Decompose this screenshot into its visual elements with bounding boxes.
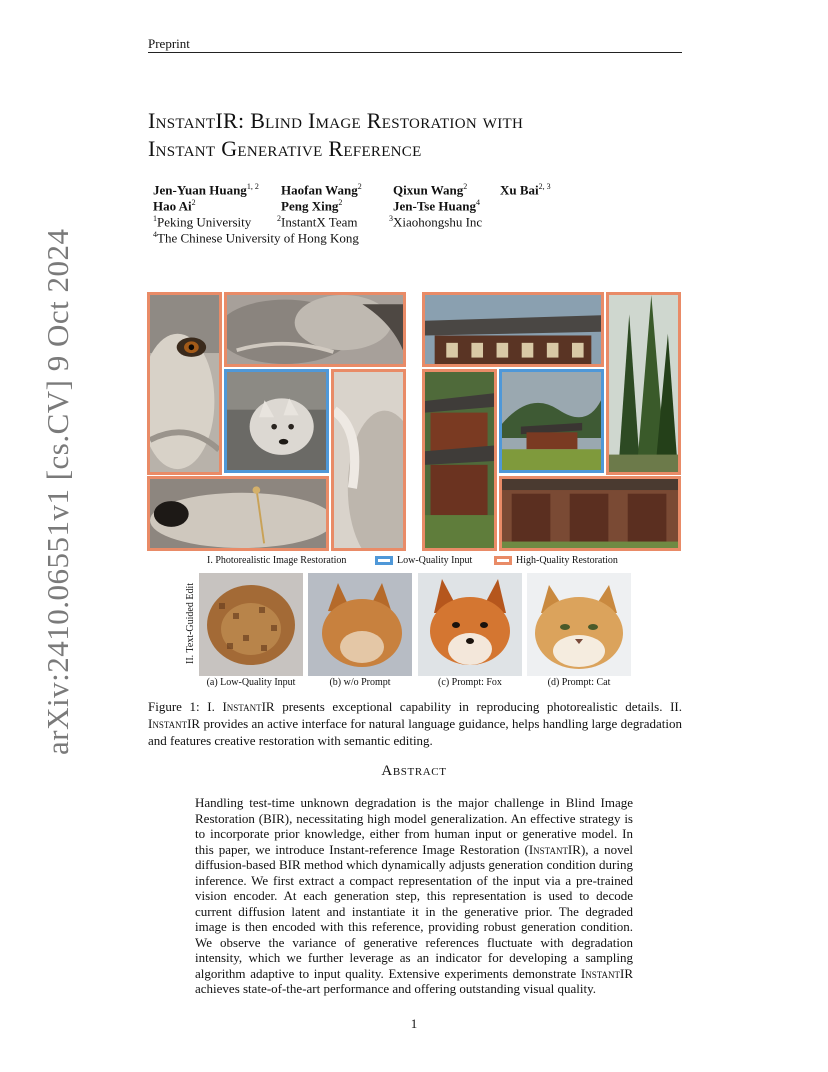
legend-hq-swatch — [494, 556, 512, 565]
legend-high-quality: High-Quality Restoration — [494, 555, 618, 566]
header-rule — [148, 52, 682, 53]
abstract-heading: Abstract — [381, 763, 447, 779]
wolf-fur-tile — [224, 292, 406, 367]
title-line-2: Instant Generative Reference — [148, 136, 422, 161]
part2-label: II. Text-Guided Edit — [185, 582, 196, 664]
author-6: Peng Xing$^2$ — [281, 198, 343, 214]
affiliation-1: $^1$Peking University — [153, 214, 252, 230]
arxiv-stamp: arXiv:2410.06551v1 [cs.CV] 9 Oct 2024 — [40, 228, 75, 755]
paper-title — [148, 107, 708, 163]
wolf-lq-tile — [224, 369, 329, 473]
subcaption-c: (c) Prompt: Fox — [438, 677, 502, 688]
fox-low-quality-image — [199, 573, 303, 676]
title-line-1: InstantIR: Blind Image Restoration with — [148, 108, 524, 133]
pagoda-tile — [422, 369, 497, 551]
cat-prompt-cat-image — [527, 573, 631, 676]
wolf-snout-tile — [147, 476, 329, 551]
temple-wall-tile — [499, 476, 681, 551]
figure-caption: Figure 1: I. InstantIR presents exceptional capability in reproducing photorealistic details. II. InstantIR provides an active interface for natural language guidance, helps handling large degradation and features creative restoration with semantic editing. — [148, 699, 682, 748]
subcaption-d: (d) Prompt: Cat — [547, 677, 611, 688]
abstract-body: Handling test-time unknown degradation is the major challenge in Blind Image Restoration (BIR), necessitating high model generalization. An effective strategy is to incorporate prior knowledge, either from human input or generative model. In this paper, we introduce Instant-reference Image Restoration (InstantIR), a novel diffusion-based BIR method which dynamically adjusts generation condition during inference. We first extract a compact representation of the input via a pre-trained vision encoder. At each generation step, this representation is used to decode current diffusion latent and instantiate it in the generative prior. The degraded image is then encoded with this reference, providing robust generation condition. We observe the variance of generative references fluctuate with degradation intensity, which we further leverage as an indicator for developing a sampling algorithm adaptive to input quality. Extensive experiments demonstrate InstantIR achieves state-of-the-art performance and offering outstanding visual quality. — [195, 795, 633, 996]
wolf-body-tile — [331, 369, 406, 551]
author-5: Hao Ai$^2$ — [153, 198, 196, 214]
author-7: Jen-Tse Huang$^4$ — [393, 198, 480, 214]
fox-no-prompt-image — [308, 573, 412, 676]
affiliation-3: $^3$Xiaohongshu Inc — [389, 214, 483, 230]
temple-lq-tile — [499, 369, 604, 473]
forest-tile — [606, 292, 681, 475]
wolf-eye-tile — [147, 292, 222, 475]
fox-prompt-fox-image — [418, 573, 522, 676]
author-4: Xu Bai$^{2, 3}$ — [500, 182, 551, 198]
author-2: Haofan Wang$^2$ — [281, 182, 362, 198]
running-head: Preprint — [148, 36, 190, 51]
legend-low-quality: Low-Quality Input — [375, 555, 472, 566]
part1-label: I. Photorealistic Image Restoration — [207, 555, 347, 566]
page-number: 1 — [410, 1016, 418, 1031]
author-1: Jen-Yuan Huang$^{1, 2}$ — [153, 182, 259, 198]
affiliation-4: $^4$The Chinese University of Hong Kong — [153, 230, 359, 246]
author-3: Qixun Wang$^2$ — [393, 182, 468, 198]
temple-roof-tile — [422, 292, 604, 367]
subcaption-b: (b) w/o Prompt — [329, 677, 391, 688]
subcaption-a: (a) Low-Quality Input — [206, 677, 296, 688]
affiliation-2: $^2$InstantX Team — [277, 214, 358, 230]
legend-lq-swatch — [375, 556, 393, 565]
